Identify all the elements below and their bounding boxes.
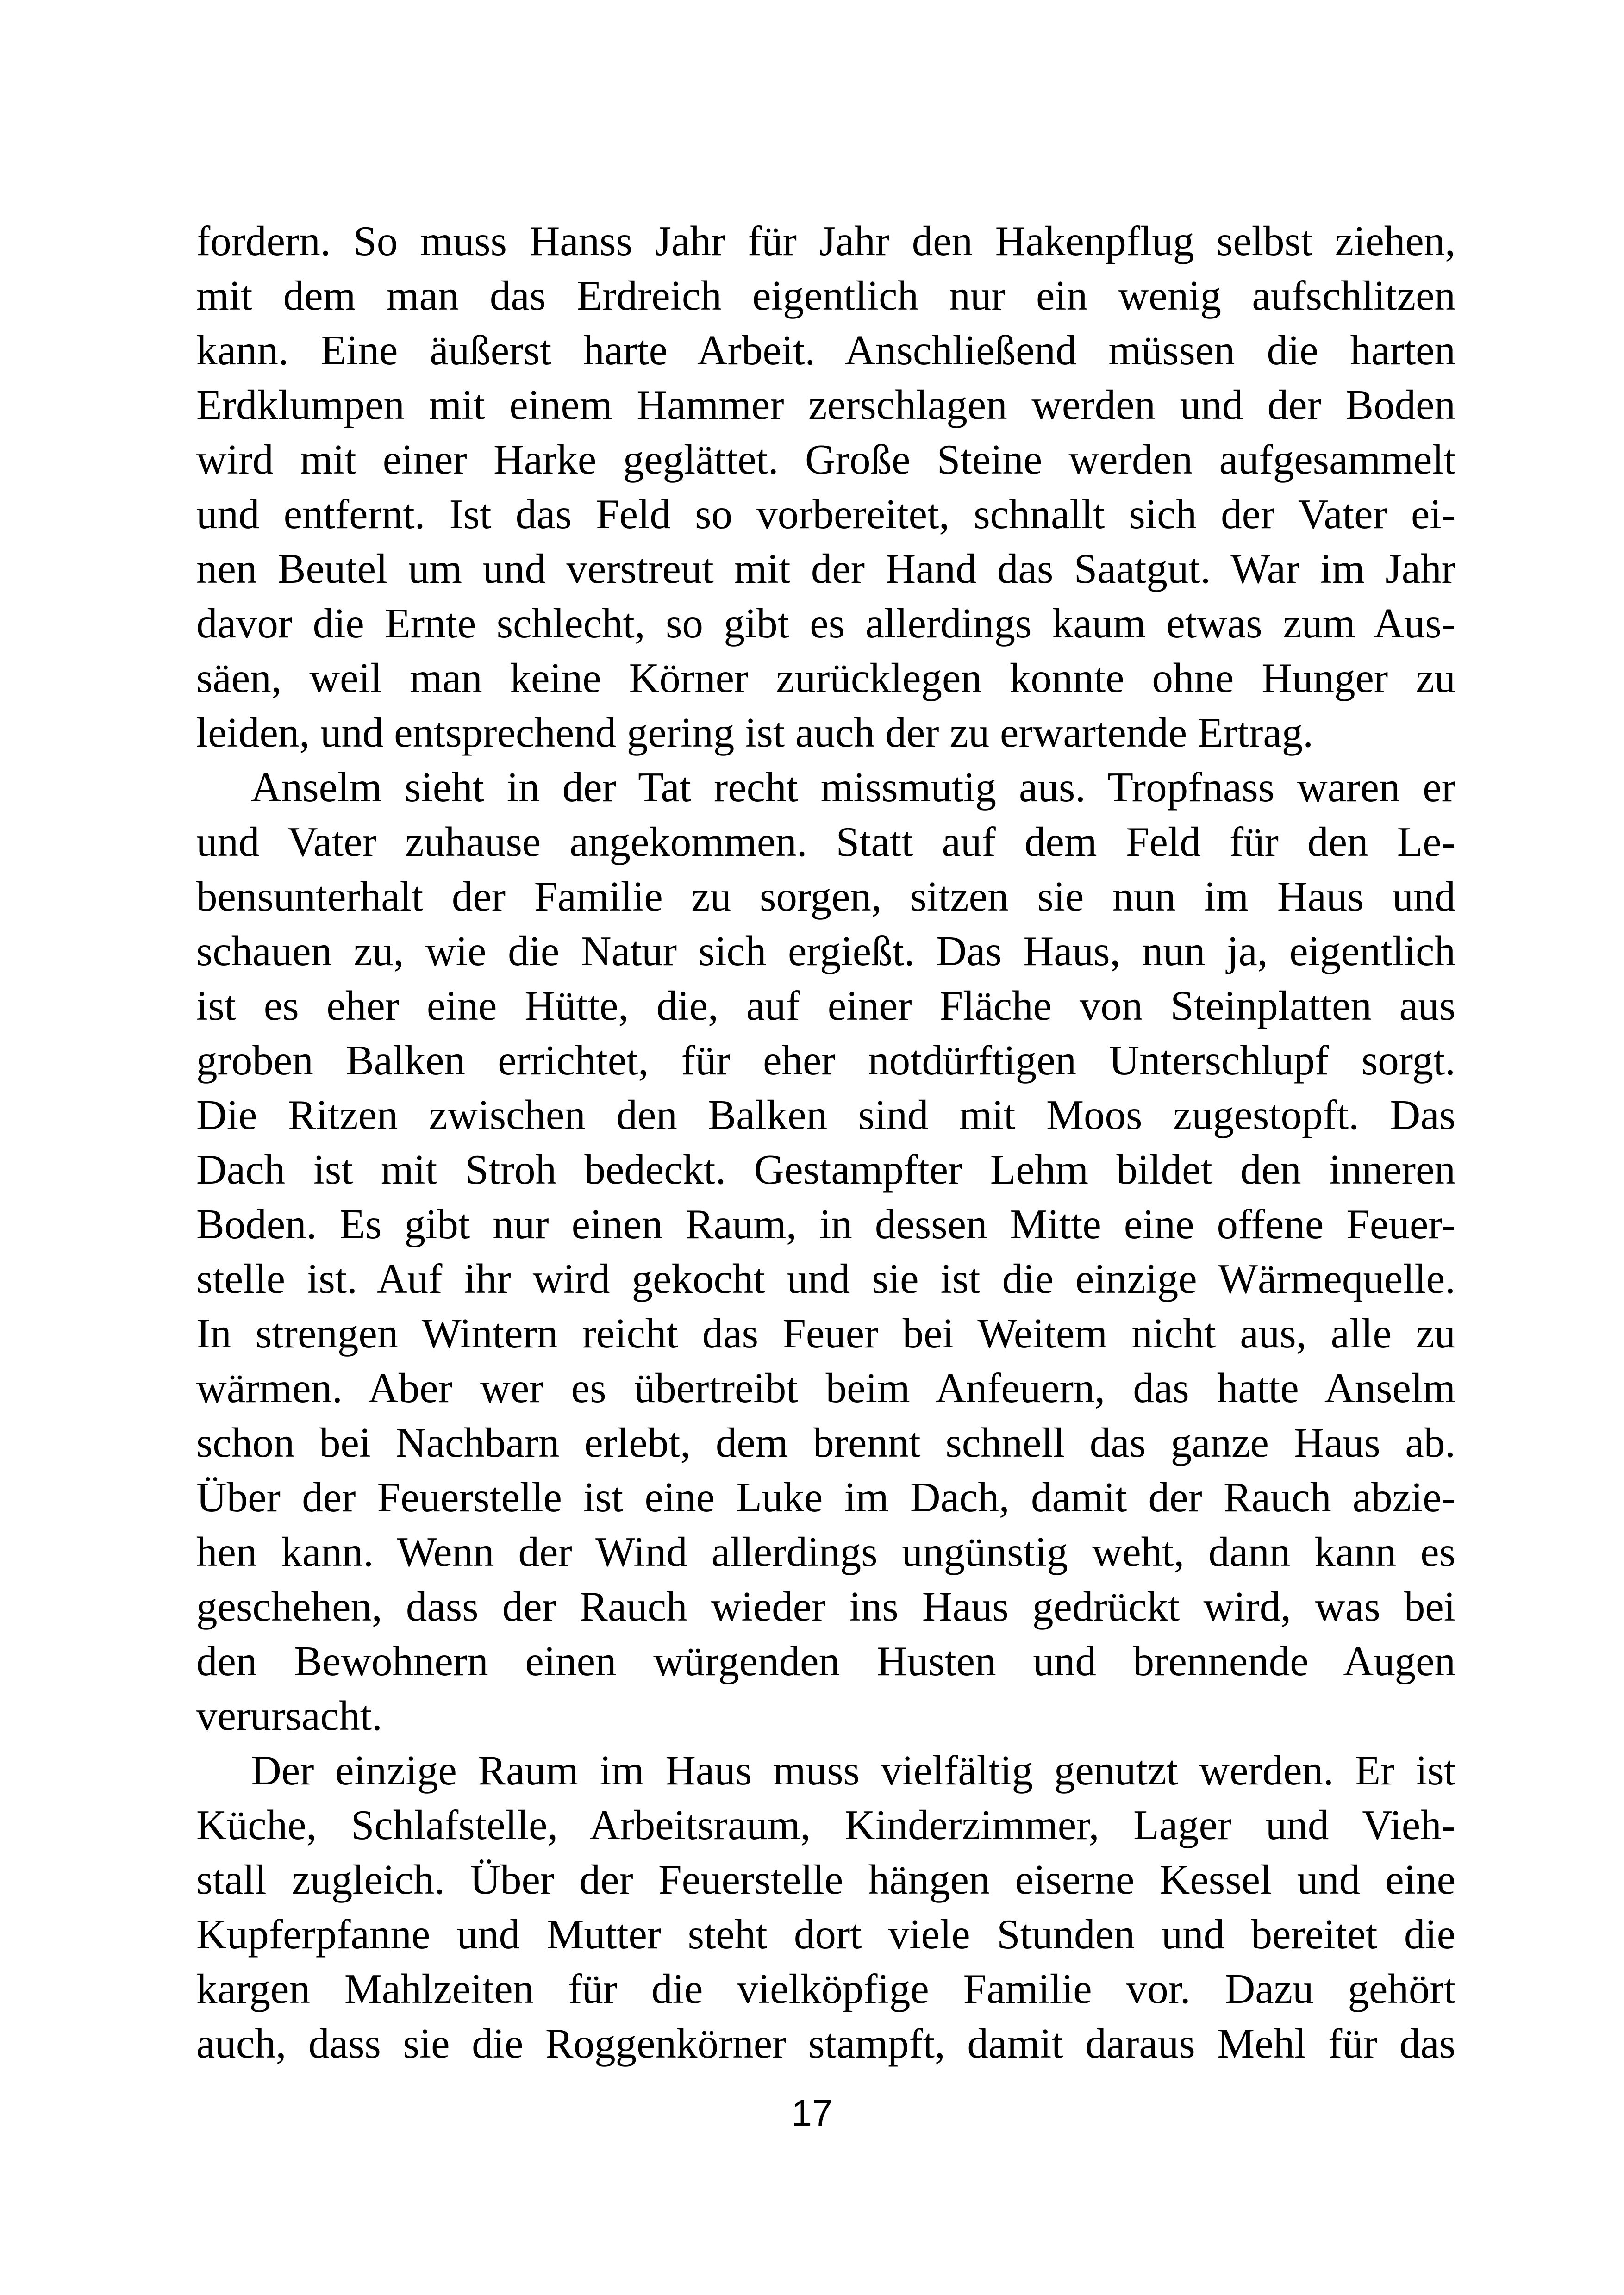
- text-line: verursacht.: [196, 1692, 382, 1739]
- body-text: [196, 214, 1455, 2071]
- text-line: Kupferpfanne und Mutter steht dort viele Stunden und bereitet die: [196, 1911, 1455, 1958]
- paragraph: [196, 760, 1455, 1743]
- text-line: und entfernt. Ist das Feld so vorbereitet, schnallt sich der Vater ei-: [196, 491, 1455, 537]
- text-line: stelle ist. Auf ihr wird gekocht und sie ist die einzige Wärmequelle.: [196, 1255, 1455, 1302]
- text-line: ist es eher eine Hütte, die, auf einer Fläche von Steinplatten aus: [196, 982, 1455, 1029]
- text-line: Anselm sieht in der Tat recht missmutig aus. Tropfnass waren er: [251, 764, 1455, 811]
- text-line: geschehen, dass der Rauch wieder ins Haus gedrückt wird, was bei: [196, 1583, 1455, 1630]
- text-line: Erdklumpen mit einem Hammer zerschlagen werden und der Boden: [196, 381, 1455, 428]
- text-line: säen, weil man keine Körner zurücklegen konnte ohne Hunger zu: [196, 655, 1455, 701]
- text-line: Dach ist mit Stroh bedeckt. Gestampfter Lehm bildet den inneren: [196, 1146, 1455, 1193]
- text-line: wärmen. Aber wer es übertreibt beim Anfeuern, das hatte Anselm: [196, 1365, 1455, 1411]
- text-line: Der einzige Raum im Haus muss vielfältig genutzt werden. Er ist: [251, 1747, 1455, 1794]
- text-line: schon bei Nachbarn erlebt, dem brennt schnell das ganze Haus ab.: [196, 1419, 1455, 1466]
- text-line: groben Balken errichtet, für eher notdürftigen Unterschlupf sorgt.: [196, 1037, 1455, 1084]
- text-line: Die Ritzen zwischen den Balken sind mit Moos zugestopft. Das: [196, 1091, 1455, 1138]
- text-line: In strengen Wintern reicht das Feuer bei Weitem nicht aus, alle zu: [196, 1310, 1455, 1357]
- text-line: fordern. So muss Hanss Jahr für Jahr den Hakenpflug selbst ziehen,: [196, 218, 1455, 264]
- paragraph: [196, 1743, 1455, 2071]
- text-line: und Vater zuhause angekommen. Statt auf dem Feld für den Le-: [196, 818, 1455, 865]
- text-line: Über der Feuerstelle ist eine Luke im Dach, damit der Rauch abzie-: [196, 1474, 1455, 1521]
- text-line: davor die Ernte schlecht, so gibt es allerdings kaum etwas zum Aus-: [196, 600, 1455, 647]
- page-number: 17: [791, 2092, 833, 2133]
- text-line: leiden, und entsprechend gering ist auch der zu erwartende Ertrag.: [196, 709, 1314, 756]
- text-line: hen kann. Wenn der Wind allerdings ungünstig weht, dann kann es: [196, 1528, 1455, 1575]
- text-line: bensunterhalt der Familie zu sorgen, sitzen sie nun im Haus und: [196, 873, 1455, 920]
- text-line: auch, dass sie die Roggenkörner stampft, damit daraus Mehl für das: [196, 2020, 1455, 2067]
- text-line: kann. Eine äußerst harte Arbeit. Anschließend müssen die harten: [196, 327, 1455, 374]
- text-line: kargen Mahlzeiten für die vielköpfige Familie vor. Dazu gehört: [196, 1965, 1455, 2012]
- text-line: mit dem man das Erdreich eigentlich nur ein wenig aufschlitzen: [196, 272, 1455, 319]
- text-line: stall zugleich. Über der Feuerstelle hängen eiserne Kessel und eine: [196, 1856, 1455, 1903]
- text-line: Küche, Schlafstelle, Arbeitsraum, Kinderzimmer, Lager und Vieh-: [196, 1802, 1455, 1848]
- paragraph: [196, 214, 1455, 760]
- text-line: den Bewohnern einen würgenden Husten und brennende Augen: [196, 1638, 1455, 1684]
- text-line: Boden. Es gibt nur einen Raum, in dessen Mitte eine offene Feuer-: [196, 1201, 1455, 1247]
- text-line: schauen zu, wie die Natur sich ergießt. Das Haus, nun ja, eigentlich: [196, 928, 1455, 974]
- text-line: nen Beutel um und verstreut mit der Hand das Saatgut. War im Jahr: [196, 545, 1455, 592]
- text-line: wird mit einer Harke geglättet. Große Steine werden aufgesammelt: [196, 436, 1455, 483]
